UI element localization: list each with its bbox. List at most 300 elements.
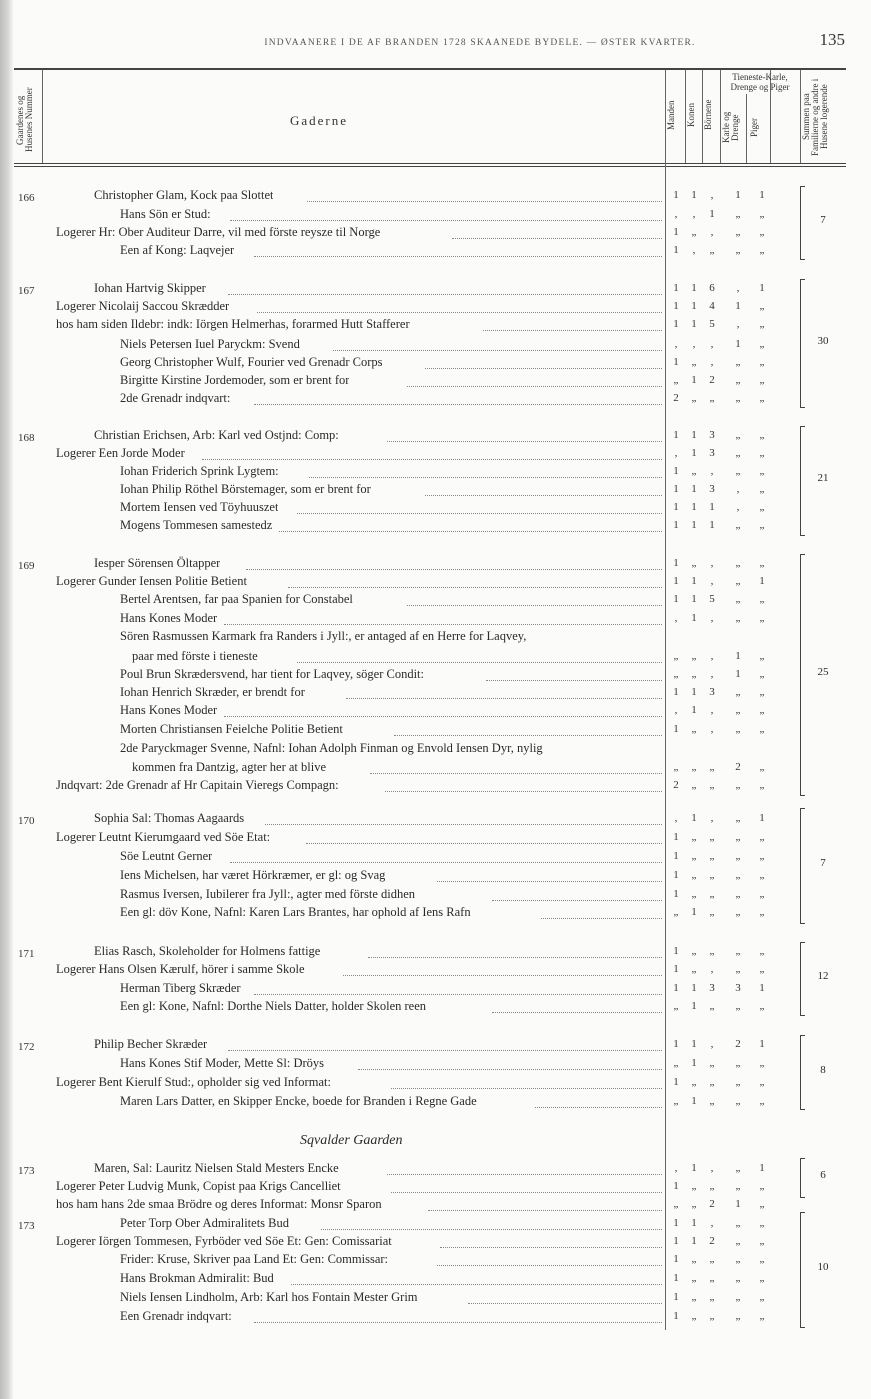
count-piger: „ xyxy=(759,1272,765,1284)
count-konen: 1 xyxy=(691,906,697,918)
resident-entry: Peter Torp Ober Admiralitets Bud xyxy=(120,1216,290,1230)
count-karle: 3 xyxy=(735,982,741,994)
count-manden: ‚ xyxy=(674,612,678,624)
count-konen: „ xyxy=(691,226,697,238)
count-karle: „ xyxy=(735,593,741,605)
resident-entry: Iohan Philip Röthel Börstemager, som er brent for xyxy=(120,482,371,496)
count-piger: „ xyxy=(759,483,765,495)
register-row xyxy=(0,1197,871,1215)
count-born: ‚ xyxy=(710,465,714,477)
dot-leader xyxy=(407,604,662,606)
count-piger: „ xyxy=(759,593,765,605)
count-born: „ xyxy=(709,1272,715,1284)
dot-leader xyxy=(230,219,662,221)
count-manden: 1 xyxy=(673,483,679,495)
count-manden: ‚ xyxy=(674,447,678,459)
count-piger: „ xyxy=(759,1198,765,1210)
dot-leader xyxy=(321,1228,662,1230)
count-konen: 1 xyxy=(691,686,697,698)
count-manden: 1 xyxy=(673,945,679,957)
header-karle: Karle og Drenge xyxy=(721,111,740,144)
header-konen: Konen xyxy=(686,103,696,127)
count-manden: 1 xyxy=(673,189,679,201)
count-karle: „ xyxy=(735,686,741,698)
count-manden: „ xyxy=(673,906,679,918)
dot-leader xyxy=(483,329,662,331)
family-bracket xyxy=(800,554,805,796)
register-row xyxy=(0,482,871,500)
dot-leader xyxy=(440,1246,662,1248)
resident-entry: Logerer Een Jorde Moder xyxy=(56,446,185,460)
resident-entry: Logerer Bent Kierulf Stud:, opholder sig ved Informat: xyxy=(56,1075,331,1089)
resident-entry: Birgitte Kirstine Jordemoder, som er brent for xyxy=(120,373,350,387)
family-total: 6 xyxy=(820,1169,826,1181)
count-manden: 1 xyxy=(673,244,679,256)
register-row xyxy=(0,1309,871,1327)
house-number: 172 xyxy=(18,1041,35,1053)
register-row xyxy=(0,334,871,355)
count-piger: „ xyxy=(759,1253,765,1265)
dot-leader xyxy=(254,993,662,995)
count-piger: „ xyxy=(759,465,765,477)
register-row xyxy=(0,500,871,518)
dot-leader xyxy=(291,1283,662,1285)
resident-entry: Logerer Hans Olsen Kærulf, hörer i samme Skole xyxy=(56,962,305,976)
count-karle: „ xyxy=(735,1180,741,1192)
count-manden: 1 xyxy=(673,982,679,994)
register-row xyxy=(0,373,871,391)
count-karle: „ xyxy=(735,374,741,386)
dot-leader xyxy=(254,403,662,405)
count-born: ‚ xyxy=(710,612,714,624)
family-bracket xyxy=(800,942,805,1016)
count-karle: „ xyxy=(735,1057,741,1069)
resident-entry: Een gl: Kone, Nafnl: Dorthe Niels Datter, holder Skolen reen xyxy=(120,999,427,1013)
count-manden: 1 xyxy=(673,1253,679,1265)
count-born: 3 xyxy=(709,686,715,698)
count-manden: 1 xyxy=(673,501,679,513)
count-konen: 1 xyxy=(691,282,697,294)
resident-entry: Logerer Gunder Iensen Politie Betient xyxy=(56,574,247,588)
count-konen: „ xyxy=(691,1291,697,1303)
dot-leader xyxy=(468,1302,662,1304)
register-row xyxy=(0,556,871,574)
dot-leader xyxy=(202,458,662,460)
dot-leader xyxy=(370,772,662,774)
count-karle: „ xyxy=(735,1310,741,1322)
family-bracket xyxy=(800,279,805,408)
count-konen: „ xyxy=(691,1076,697,1088)
dot-leader xyxy=(358,1068,662,1070)
header-bottom-rule xyxy=(14,163,846,164)
count-born: ‚ xyxy=(710,189,714,201)
count-manden: 1 xyxy=(673,1235,679,1247)
count-born: „ xyxy=(709,1180,715,1192)
family-total: 30 xyxy=(817,334,829,347)
count-born: 2 xyxy=(709,1198,715,1210)
count-karle: „ xyxy=(735,557,741,569)
count-manden: „ xyxy=(673,1198,679,1210)
header-piger: Piger xyxy=(749,118,759,137)
dot-leader xyxy=(288,586,662,588)
count-konen: „ xyxy=(691,465,697,477)
count-konen: „ xyxy=(691,945,697,957)
dot-leader xyxy=(385,790,662,792)
count-konen: „ xyxy=(691,761,697,773)
count-konen: 1 xyxy=(691,982,697,994)
count-konen: 1 xyxy=(691,1057,697,1069)
resident-entry: Mogens Tommesen samestedz xyxy=(120,518,273,532)
count-konen: 1 xyxy=(691,1095,697,1107)
count-piger: „ xyxy=(759,779,765,791)
count-karle: „ xyxy=(735,1076,741,1088)
count-piger: „ xyxy=(759,668,765,680)
house-number: 173 xyxy=(18,1165,35,1177)
count-piger: „ xyxy=(759,650,765,662)
count-born: „ xyxy=(709,761,715,773)
count-born: 2 xyxy=(709,374,715,386)
count-piger: 1 xyxy=(759,189,765,201)
count-piger: „ xyxy=(759,831,765,843)
count-karle: „ xyxy=(735,244,741,256)
dot-leader xyxy=(387,440,662,442)
count-manden: ‚ xyxy=(674,338,678,350)
count-manden: ‚ xyxy=(674,704,678,716)
count-karle: „ xyxy=(735,1253,741,1265)
count-born: ‚ xyxy=(710,650,714,662)
count-konen: 1 xyxy=(691,483,697,495)
count-born: 1 xyxy=(709,208,715,220)
count-manden: 1 xyxy=(673,1076,679,1088)
count-manden: 1 xyxy=(673,1180,679,1192)
count-karle: „ xyxy=(735,575,741,587)
dot-leader xyxy=(492,899,662,901)
count-born: „ xyxy=(709,850,715,862)
count-born: 2 xyxy=(709,1235,715,1247)
resident-entry: Poul Brun Skrædersvend, har tient for Laqvey, söger Condit: xyxy=(120,667,425,681)
register-row xyxy=(0,574,871,592)
register-row xyxy=(0,317,871,335)
dot-leader xyxy=(541,917,662,919)
count-karle: 1 xyxy=(735,338,741,350)
count-manden: „ xyxy=(673,1000,679,1012)
count-born: 6 xyxy=(709,282,715,294)
count-karle: 2 xyxy=(735,1038,741,1050)
count-manden: 1 xyxy=(673,1310,679,1322)
dot-leader xyxy=(492,1011,662,1013)
resident-entry: Morten Christiansen Feielche Politie Betient xyxy=(120,722,343,736)
dot-leader xyxy=(437,1264,662,1266)
count-manden: „ xyxy=(673,1057,679,1069)
count-piger: „ xyxy=(759,723,765,735)
count-manden: „ xyxy=(673,668,679,680)
count-piger: „ xyxy=(759,686,765,698)
count-born: „ xyxy=(709,1000,715,1012)
register-row xyxy=(0,428,871,446)
count-konen: 1 xyxy=(691,575,697,587)
dot-leader xyxy=(306,842,662,844)
dot-leader xyxy=(254,1321,662,1323)
dot-leader xyxy=(297,512,662,514)
family-bracket xyxy=(800,1158,805,1198)
count-piger: „ xyxy=(759,761,765,773)
count-born: 1 xyxy=(709,501,715,513)
count-konen: „ xyxy=(691,779,697,791)
count-piger: „ xyxy=(759,963,765,975)
resident-entry: paar med förste i tieneste xyxy=(132,649,258,663)
family-total: 7 xyxy=(820,857,826,869)
count-konen: 1 xyxy=(691,501,697,513)
count-konen: 1 xyxy=(691,1235,697,1247)
register-row xyxy=(0,887,871,905)
count-konen: „ xyxy=(691,668,697,680)
family-bracket xyxy=(800,808,805,924)
register-row xyxy=(0,830,871,848)
count-born: „ xyxy=(709,1310,715,1322)
resident-entry: Logerer Hr: Ober Auditeur Darre, vil med förste reysze til Norge xyxy=(56,225,381,239)
count-born: „ xyxy=(709,1291,715,1303)
dot-leader xyxy=(228,293,662,295)
count-manden: 1 xyxy=(673,723,679,735)
count-konen: 1 xyxy=(691,593,697,605)
count-born: ‚ xyxy=(710,575,714,587)
count-born: ‚ xyxy=(710,704,714,716)
count-manden: 1 xyxy=(673,850,679,862)
count-piger: „ xyxy=(759,208,765,220)
resident-entry: Bertel Arentsen, far paa Spanien for Constabel xyxy=(120,592,353,606)
register-row xyxy=(0,1094,871,1112)
count-manden: 1 xyxy=(673,429,679,441)
count-born: ‚ xyxy=(710,338,714,350)
register-row xyxy=(0,592,871,610)
count-konen: „ xyxy=(691,392,697,404)
count-konen: 1 xyxy=(691,429,697,441)
register-row xyxy=(0,446,871,464)
count-born: ‚ xyxy=(710,668,714,680)
count-karle: „ xyxy=(735,356,741,368)
count-born: „ xyxy=(709,1057,715,1069)
count-manden: 1 xyxy=(673,282,679,294)
resident-entry: 2de Paryckmager Svenne, Nafnl: Iohan Adolph Finman og Envold Iensen Dyr, nylig xyxy=(120,741,543,755)
resident-entry: Hans Kones Moder xyxy=(120,611,218,625)
count-piger: 1 xyxy=(759,982,765,994)
resident-entry: Herman Tiberg Skræder xyxy=(120,981,241,995)
register-row xyxy=(0,849,871,867)
register-row xyxy=(0,188,871,206)
count-karle: „ xyxy=(735,869,741,881)
count-manden: 1 xyxy=(673,465,679,477)
count-karle: 2 xyxy=(735,761,741,773)
register-row xyxy=(0,207,871,225)
count-karle: „ xyxy=(735,1291,741,1303)
dot-leader xyxy=(486,679,662,681)
register-row xyxy=(0,649,871,667)
count-piger: „ xyxy=(759,869,765,881)
count-konen: „ xyxy=(691,831,697,843)
count-karle: „ xyxy=(735,1095,741,1107)
register-row xyxy=(0,299,871,317)
resident-entry: Elias Rasch, Skoleholder for Holmens fattige xyxy=(94,944,321,958)
count-konen: 1 xyxy=(691,612,697,624)
count-born: „ xyxy=(709,392,715,404)
resident-entry: Logerer Peter Ludvig Munk, Copist paa Krigs Cancelliet xyxy=(56,1179,341,1193)
resident-entry: Mortem Iensen ved Töyhuuszet xyxy=(120,500,279,514)
dot-leader xyxy=(307,200,662,202)
resident-entry: hos ham hans 2de smaa Brödre og deres Informat: Monsr Sparon xyxy=(56,1197,382,1211)
count-karle: „ xyxy=(735,429,741,441)
count-karle: „ xyxy=(735,1162,741,1174)
count-piger: „ xyxy=(759,1180,765,1192)
count-piger: „ xyxy=(759,338,765,350)
resident-entry: Logerer Leutnt Kierumgaard ved Söe Etat: xyxy=(56,830,271,844)
count-karle: „ xyxy=(735,226,741,238)
header-bottom-rule-2 xyxy=(14,166,846,167)
count-manden: 1 xyxy=(673,575,679,587)
family-total: 21 xyxy=(817,472,829,484)
count-manden: 2 xyxy=(673,779,679,791)
resident-entry: Een Grenadr indqvart: xyxy=(120,1309,232,1323)
count-manden: 1 xyxy=(673,869,679,881)
count-konen: „ xyxy=(691,1310,697,1322)
count-manden: „ xyxy=(673,650,679,662)
count-piger: „ xyxy=(759,226,765,238)
section-title-sqvalder: Sqvalder Gaarden xyxy=(300,1133,403,1148)
register-row xyxy=(0,1037,871,1055)
count-born: „ xyxy=(709,945,715,957)
count-karle: „ xyxy=(735,465,741,477)
count-born: „ xyxy=(709,779,715,791)
count-piger: „ xyxy=(759,557,765,569)
count-karle: „ xyxy=(735,850,741,862)
count-piger: „ xyxy=(759,429,765,441)
count-born: ‚ xyxy=(710,963,714,975)
count-piger: „ xyxy=(759,244,765,256)
count-karle: „ xyxy=(735,612,741,624)
count-born: „ xyxy=(709,869,715,881)
count-konen: „ xyxy=(691,1272,697,1284)
count-konen: 1 xyxy=(691,374,697,386)
count-konen: 1 xyxy=(691,1000,697,1012)
count-born: ‚ xyxy=(710,1038,714,1050)
register-row xyxy=(0,944,871,962)
family-total: 7 xyxy=(820,214,826,226)
header-tjeneste: Tieneste-Karle, Drenge og Piger xyxy=(730,72,790,92)
dot-leader xyxy=(391,1087,662,1089)
count-born: „ xyxy=(709,1076,715,1088)
resident-entry: Iohan Friderich Sprink Lygtem: xyxy=(120,464,279,478)
count-piger: „ xyxy=(759,447,765,459)
count-karle: „ xyxy=(735,779,741,791)
count-konen: ‚ xyxy=(692,244,696,256)
count-konen: „ xyxy=(691,1198,697,1210)
resident-entry: Maren Lars Datter, en Skipper Encke, boede for Branden i Regne Gade xyxy=(120,1094,477,1108)
count-born: ‚ xyxy=(710,1217,714,1229)
dot-leader xyxy=(265,823,662,825)
count-manden: 1 xyxy=(673,831,679,843)
header-summa: Summen paa Familierne og andre i Husene logerende xyxy=(801,78,829,156)
resident-entry: Sophia Sal: Thomas Aagaards xyxy=(94,811,245,825)
family-bracket xyxy=(800,186,805,260)
count-konen: „ xyxy=(691,850,697,862)
count-born: „ xyxy=(709,888,715,900)
resident-entry: Hans Kones Stif Moder, Mette Sl: Dröys xyxy=(120,1056,324,1070)
count-karle: „ xyxy=(735,831,741,843)
register-row xyxy=(0,1271,871,1289)
dot-leader xyxy=(391,1191,662,1193)
dot-leader xyxy=(279,530,663,532)
register-row xyxy=(0,962,871,980)
resident-entry: Iesper Sörensen Öltapper xyxy=(94,556,221,570)
count-piger: „ xyxy=(759,850,765,862)
count-piger: „ xyxy=(759,356,765,368)
count-konen: 1 xyxy=(691,300,697,312)
header-born: Börnene xyxy=(703,99,713,131)
count-manden: ‚ xyxy=(674,812,678,824)
register-row xyxy=(0,1179,871,1197)
dot-leader xyxy=(246,568,662,570)
count-karle: „ xyxy=(735,945,741,957)
count-karle: 1 xyxy=(735,189,741,201)
count-piger: „ xyxy=(759,612,765,624)
resident-entry: Sören Rasmussen Karmark fra Randers i Jyll:, er antaged af en Herre for Laqvey, xyxy=(120,629,527,643)
resident-entry: Logerer Nicolaij Saccou Skrædder xyxy=(56,299,230,313)
count-konen: „ xyxy=(691,1180,697,1192)
count-karle: „ xyxy=(735,723,741,735)
resident-entry: Iens Michelsen, har været Hörkræmer, er gl: og Svag xyxy=(120,868,386,882)
family-bracket xyxy=(800,1212,805,1328)
count-manden: 2 xyxy=(673,392,679,404)
dot-leader xyxy=(535,1106,662,1108)
count-born: 5 xyxy=(709,593,715,605)
register-row xyxy=(0,811,871,829)
register-row xyxy=(0,355,871,373)
header-divider xyxy=(42,70,43,163)
count-born: ‚ xyxy=(710,226,714,238)
count-piger: „ xyxy=(759,704,765,716)
house-number: 170 xyxy=(18,815,35,827)
resident-entry: hos ham siden Ildebr: indk: Iörgen Helmerhas, forarmed Hutt Stafferer xyxy=(56,317,410,331)
dot-leader xyxy=(257,311,662,313)
resident-entry: Niels Petersen Iuel Paryckm: Svend xyxy=(120,337,300,351)
count-konen: 1 xyxy=(691,1217,697,1229)
family-bracket xyxy=(800,426,805,536)
dot-leader xyxy=(224,715,662,717)
dot-leader xyxy=(343,974,662,976)
count-konen: „ xyxy=(691,557,697,569)
count-piger: „ xyxy=(759,1217,765,1229)
dot-leader xyxy=(254,255,662,257)
register-row xyxy=(0,760,871,778)
count-manden: 1 xyxy=(673,888,679,900)
resident-entry: Söe Leutnt Gerner xyxy=(120,849,213,863)
header-gaard-numbers: Gaardenes og Husenes Nummer xyxy=(15,87,34,153)
house-number: 167 xyxy=(18,285,35,297)
house-number: 168 xyxy=(18,432,35,444)
count-manden: 1 xyxy=(673,1217,679,1229)
count-karle: ‚ xyxy=(736,501,740,513)
resident-entry: Niels Iensen Lindholm, Arb: Karl hos Fontain Mester Grim xyxy=(120,1290,418,1304)
count-piger: „ xyxy=(759,519,765,531)
count-manden: 1 xyxy=(673,226,679,238)
count-karle: 1 xyxy=(735,300,741,312)
resident-entry: Rasmus Iversen, Iubilerer fra Jyll:, agter med förste didhen xyxy=(120,887,416,901)
count-piger: 1 xyxy=(759,282,765,294)
register-row xyxy=(0,667,871,685)
count-karle: „ xyxy=(735,888,741,900)
family-total: 12 xyxy=(817,970,829,982)
count-piger: „ xyxy=(759,906,765,918)
register-row xyxy=(0,868,871,886)
